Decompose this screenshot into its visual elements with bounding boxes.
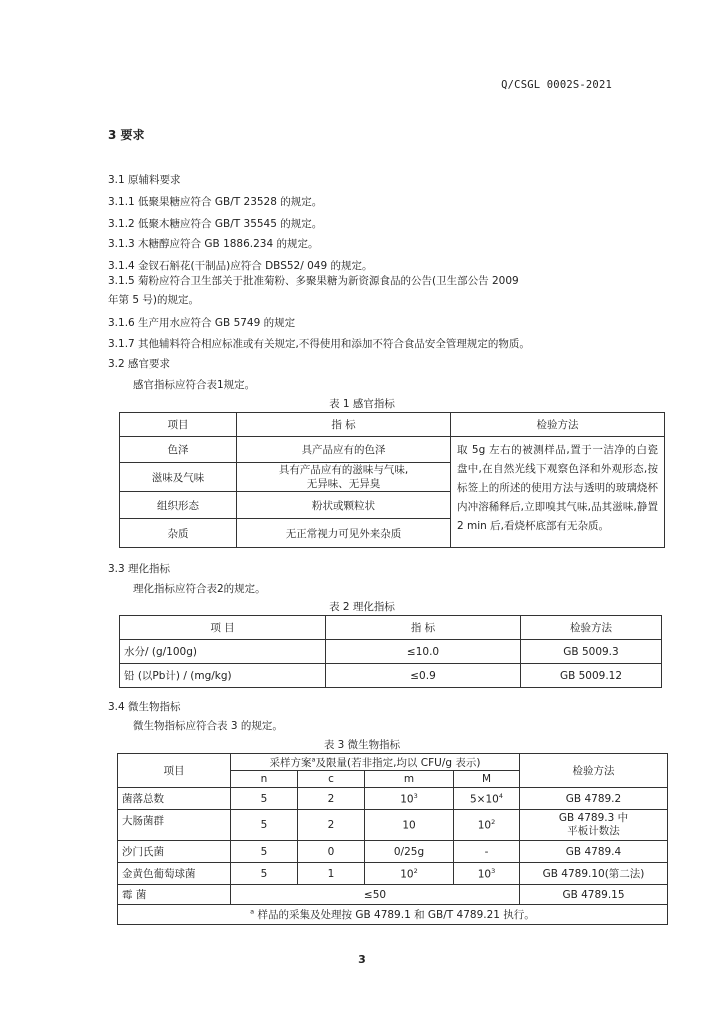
cell-indicator: 粉状或颗粒状 bbox=[237, 492, 451, 519]
document-code: Q/CSGL 0002S-2021 bbox=[501, 79, 612, 91]
cell-indicator: 无正常视力可见外来杂质 bbox=[237, 519, 451, 548]
raw-material-item: 3.1.5 菊粉应符合卫生部关于批准菊粉、多聚果糖为新资源食品的公告(卫生部公告 2009 bbox=[108, 275, 519, 287]
table-header: 指 标 bbox=[237, 413, 451, 437]
cell-c: 2 bbox=[298, 788, 365, 810]
table-header: 检验方法 bbox=[451, 413, 665, 437]
cell-item: 大肠菌群 bbox=[118, 810, 231, 841]
cell-c: 0 bbox=[298, 841, 365, 863]
sensory-method: 取 5g 左右的被测样品,置于一洁净的白瓷盘中,在自然光线下观察色泽和外观形态,按标签上的所述的使用方法与透明的玻璃烧杯内冲溶稀释后,立即嗅其气味,品其滋味,静置 2 min 后,看烧杯底部有无杂质。 bbox=[451, 437, 665, 548]
table-header: 检验方法 bbox=[520, 754, 668, 788]
cell-method: GB 4789.4 bbox=[520, 841, 668, 863]
cell-item: 铅 (以Pb计) / (mg/kg) bbox=[120, 664, 326, 688]
table-row bbox=[118, 810, 668, 841]
cell-n: 5 bbox=[231, 810, 298, 841]
micro-heading: 3.4 微生物指标 bbox=[108, 701, 181, 713]
indicator-line: 具有产品应有的滋味与气味, bbox=[278, 464, 409, 476]
cell-method: GB 4789.2 bbox=[520, 788, 668, 810]
table-row bbox=[118, 885, 668, 905]
raw-material-item: 3.1.3 木糖醇应符合 GB 1886.234 的规定。 bbox=[108, 238, 319, 250]
m-exp: 2 bbox=[413, 866, 418, 875]
physchem-intro: 理化指标应符合表2的规定。 bbox=[133, 583, 266, 595]
plan-label: 采样方案 bbox=[269, 756, 312, 769]
table3-caption: 表 3 微生物指标 bbox=[323, 739, 401, 751]
cell-item: 水分/ (g/100g) bbox=[120, 640, 326, 664]
cell-m bbox=[365, 810, 454, 841]
raw-material-item: 3.1.7 其他辅料符合相应标准或有关规定,不得使用和添加不符合食品安全管理规定的物质。 bbox=[108, 338, 530, 350]
table-header: 指 标 bbox=[326, 616, 521, 640]
subheader-M: M bbox=[454, 771, 520, 788]
cell-item: 杂质 bbox=[120, 519, 237, 548]
m-base: 10 bbox=[400, 868, 414, 881]
cell-c: 1 bbox=[298, 863, 365, 885]
cell-method bbox=[520, 810, 668, 841]
table1-caption: 表 1 感官指标 bbox=[329, 398, 395, 410]
table-row bbox=[120, 664, 662, 688]
cell-item: 金黄色葡萄球菌 bbox=[118, 863, 231, 885]
indicator-line: 无异味、无异臭 bbox=[306, 478, 381, 490]
cell-item: 菌落总数 bbox=[118, 788, 231, 810]
M-base: 10 bbox=[477, 819, 492, 832]
table-footnote-row bbox=[118, 905, 668, 925]
M-exp: 3 bbox=[491, 866, 496, 875]
table-row bbox=[120, 640, 662, 664]
raw-material-item: 3.1.1 低聚果糖应符合 GB/T 23528 的规定。 bbox=[108, 196, 323, 208]
cell-indicator bbox=[237, 463, 451, 492]
m-base: 10 bbox=[400, 793, 414, 806]
table-header: 项目 bbox=[120, 413, 237, 437]
cell-indicator: ≤0.9 bbox=[326, 664, 521, 688]
M-exp: 2 bbox=[491, 818, 496, 827]
plan-sup: a bbox=[311, 755, 316, 763]
cell-method: GB 5009.12 bbox=[521, 664, 662, 688]
cell-c: 2 bbox=[298, 810, 365, 841]
cell-indicator: ≤10.0 bbox=[326, 640, 521, 664]
cell-indicator: 具产品应有的色泽 bbox=[237, 437, 451, 463]
cell-M bbox=[454, 841, 520, 863]
cell-n: 5 bbox=[231, 841, 298, 863]
table-header: 项目 bbox=[118, 754, 231, 788]
subheader-c: c bbox=[298, 771, 365, 788]
cell-n: 5 bbox=[231, 788, 298, 810]
cell-item: 沙门氏菌 bbox=[118, 841, 231, 863]
table-footnote bbox=[118, 905, 668, 925]
cell-m bbox=[365, 788, 454, 810]
table2-caption: 表 2 理化指标 bbox=[329, 601, 395, 613]
cell-M bbox=[454, 788, 520, 810]
footnote-text: 样品的采集及处理按 GB 4789.1 和 GB/T 4789.21 执行。 bbox=[254, 909, 535, 921]
plan-label-rest: 及限量(若非指定,均以 CFU/g 表示) bbox=[315, 756, 481, 769]
table-row bbox=[120, 437, 665, 463]
cell-method: GB 4789.10(第二法) bbox=[520, 863, 668, 885]
M-base: 5×10 bbox=[470, 793, 499, 806]
cell-M bbox=[454, 863, 520, 885]
footnote-sup: a bbox=[250, 907, 255, 916]
micro-table bbox=[117, 753, 668, 925]
section-title: 3 要求 bbox=[108, 128, 145, 142]
table-header: 检验方法 bbox=[521, 616, 662, 640]
page-number: 3 bbox=[358, 953, 366, 966]
M-base: - bbox=[484, 845, 489, 858]
m-exp: 3 bbox=[413, 791, 418, 800]
raw-material-item: 3.1.4 金钗石斛花(干制品)应符合 DBS52/ 049 的规定。 bbox=[108, 260, 373, 272]
cell-n: 5 bbox=[231, 863, 298, 885]
method-line: 平板计数法 bbox=[567, 825, 620, 837]
M-base: 10 bbox=[477, 868, 492, 881]
physchem-table bbox=[119, 615, 662, 688]
table-row bbox=[118, 788, 668, 810]
m-base: 10 bbox=[402, 819, 416, 832]
cell-item: 组织形态 bbox=[120, 492, 237, 519]
sensory-intro: 感官指标应符合表1规定。 bbox=[133, 379, 256, 391]
cell-M bbox=[454, 810, 520, 841]
table-row bbox=[118, 863, 668, 885]
cell-item: 色泽 bbox=[120, 437, 237, 463]
cell-method: GB 4789.15 bbox=[520, 885, 668, 905]
micro-intro: 微生物指标应符合表 3 的规定。 bbox=[133, 720, 283, 732]
cell-limit: ≤50 bbox=[231, 885, 520, 905]
subheader-n: n bbox=[231, 771, 298, 788]
physchem-heading: 3.3 理化指标 bbox=[108, 563, 171, 575]
cell-m bbox=[365, 863, 454, 885]
table-header-plan bbox=[231, 754, 520, 771]
sensory-heading: 3.2 感官要求 bbox=[108, 358, 171, 370]
cell-method: GB 5009.3 bbox=[521, 640, 662, 664]
cell-item: 滋味及气味 bbox=[120, 463, 237, 492]
M-exp: 4 bbox=[498, 791, 503, 800]
m-base: 0/25g bbox=[393, 845, 425, 858]
subheader-m: m bbox=[365, 771, 454, 788]
raw-material-item: 年第 5 号)的规定。 bbox=[108, 294, 199, 306]
raw-material-heading: 3.1 原辅料要求 bbox=[108, 174, 181, 186]
method-line: GB 4789.3 中 bbox=[558, 812, 629, 824]
raw-material-item: 3.1.2 低聚木糖应符合 GB/T 35545 的规定。 bbox=[108, 218, 323, 230]
cell-item: 霉 菌 bbox=[118, 885, 231, 905]
raw-material-item: 3.1.6 生产用水应符合 GB 5749 的规定 bbox=[108, 317, 296, 329]
table-header: 项 目 bbox=[120, 616, 326, 640]
sensory-table bbox=[119, 412, 665, 548]
cell-m bbox=[365, 841, 454, 863]
table-row bbox=[118, 841, 668, 863]
